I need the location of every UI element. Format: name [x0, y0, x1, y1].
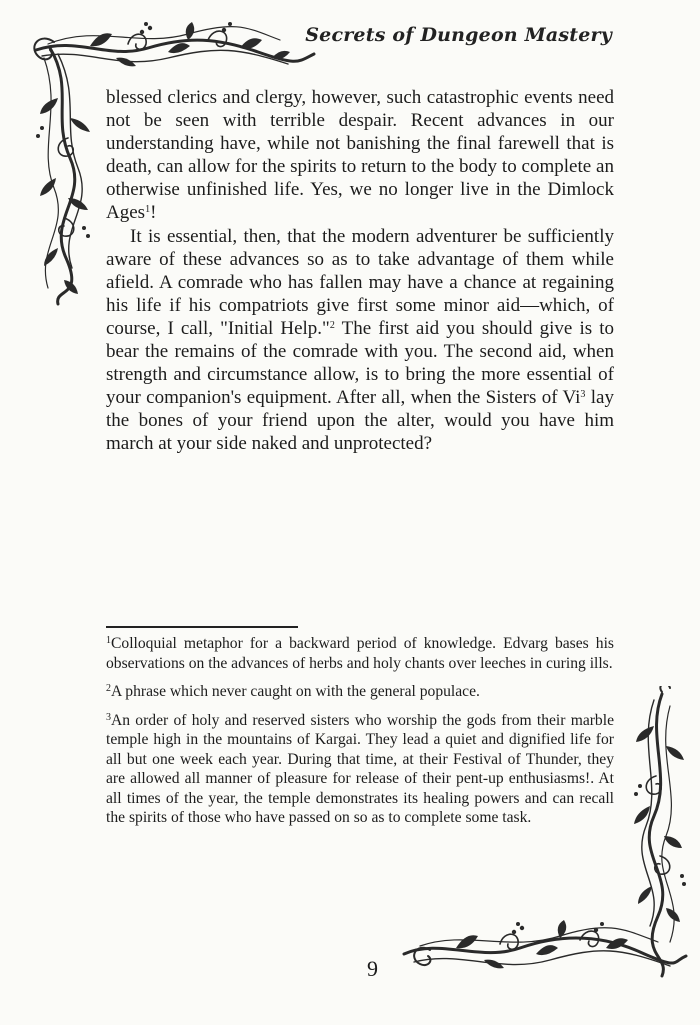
- footnote-text: A phrase which never caught on with the general populace.: [111, 683, 480, 700]
- footnote-1: [106, 634, 614, 673]
- footnote-number: 2: [106, 683, 111, 694]
- footnote-ref-2: 2: [329, 319, 335, 331]
- footnote-text: Colloquial metaphor for a backward period of knowledge. Edvarg bases his observations on the advances of herbs and holy chants over leeches in curing ills.: [106, 635, 614, 672]
- page-number: 9: [367, 956, 378, 981]
- body-paragraph-2: It is essential, then, that the modern adventurer be sufficiently aware of these advances so as to take advantage of them while afield. A comrade who has fallen may have a chance at regaining his life if his compatriots give first some minor aid—which, of course, I call, "Initial Help."$^2$ The first aid you should give is to bear the remains of the comrade with you. The second aid, when strength and circumstance allow, is to bring the more essential of your companion's equipment. After all, when the Sisters of Vi$^3$ lay the bones of your friend upon the alter, would you have him march at your side naked and unprotected?: [106, 225, 614, 455]
- footnote-text: An order of holy and reserved sisters who worship the gods from their marble temple high in the mountains of Kargai. They lead a quiet and dignified life for all but one week each year. During that time, at their Festival of Thunder, they are allowed all manner of pleasure for release of their pent-up enthusiasms!. At all times of the year, the temple demonstrates its healing powers and can recall the spirits of those who have passed on so as to complete some task.: [106, 711, 614, 826]
- footnote-ref-3: 3: [580, 389, 586, 401]
- footnote-ref-1: 1: [145, 204, 151, 216]
- body-paragraph-1: blessed clerics and clergy, however, such catastrophic events need not be seen with terrible despair. Recent advances in our understanding have, while not banishing the final farewell that is death, can allow for the spirits to return to the body to complete an otherwise unfinished life. Yes, we no longer live in the Dimlock Ages$^1$!: [106, 87, 614, 224]
- main-body-text: [106, 86, 614, 456]
- running-header-title: Secrets of Dungeon Mastery: [305, 24, 612, 46]
- vine-ornament-bottom-right-icon: [400, 686, 695, 986]
- footnote-divider: [106, 626, 298, 628]
- footnote-number: 1: [106, 635, 111, 646]
- footnote-number: 3: [106, 711, 111, 723]
